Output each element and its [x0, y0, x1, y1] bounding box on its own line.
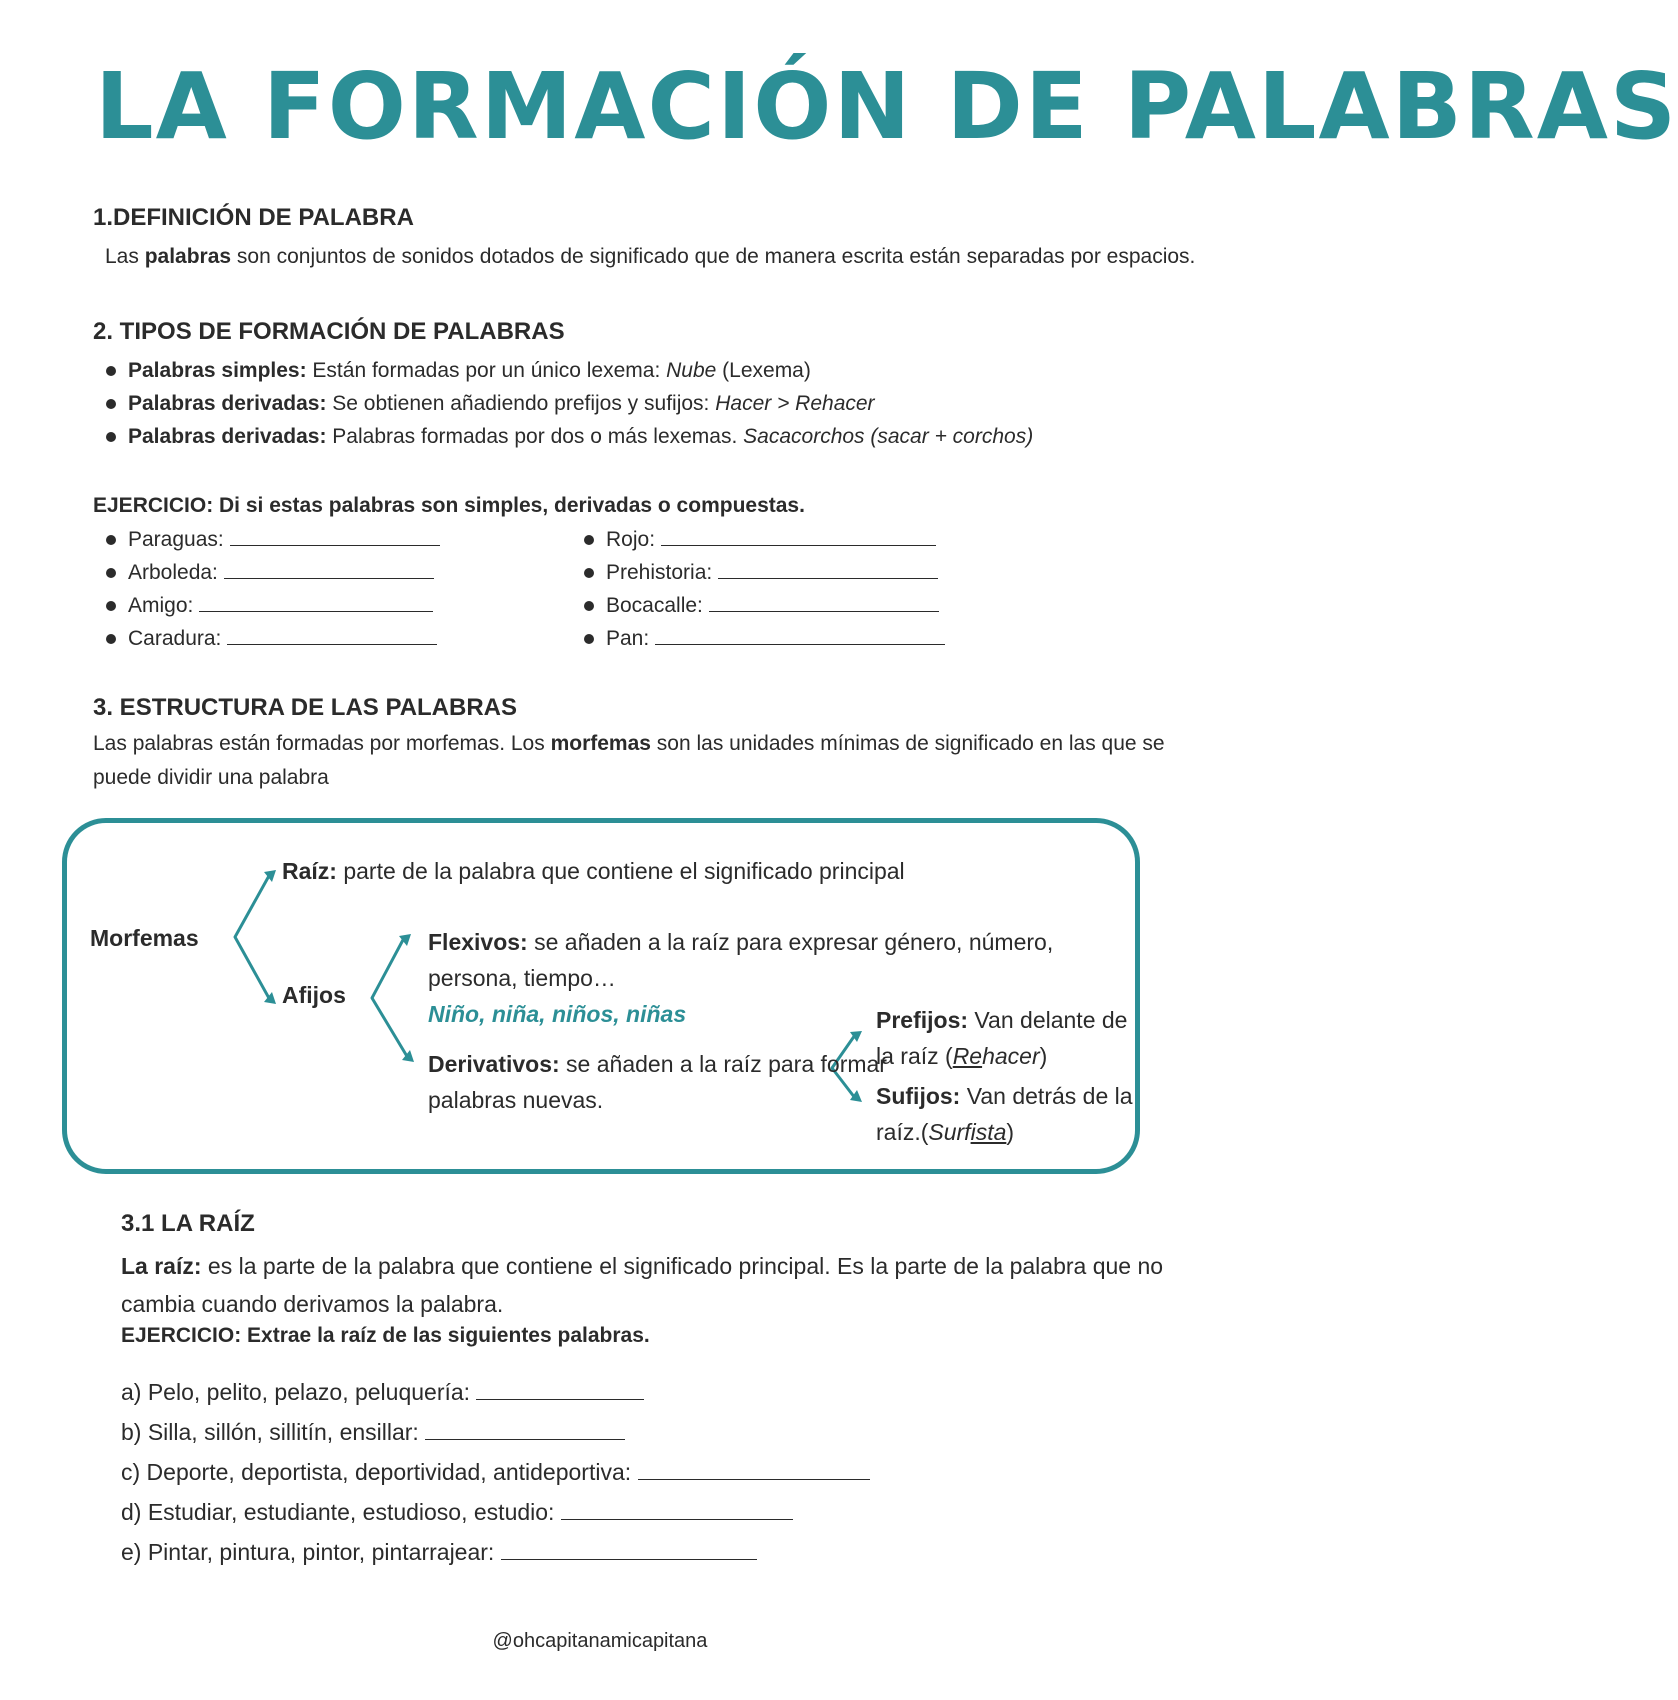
sufijos-definition — [876, 1078, 1133, 1150]
raiz-paragraph-label: La raíz: — [121, 1253, 202, 1279]
sufijos-example-suffix: ista — [970, 1119, 1007, 1145]
list-item — [121, 1452, 870, 1492]
answer-blank[interactable] — [561, 1501, 793, 1520]
section-1-heading: 1.DEFINICIÓN DE PALABRA — [93, 204, 414, 231]
exercise-item-text: e) Pintar, pintura, pintor, pintarrajear: — [121, 1539, 495, 1565]
paragraph-keyword: morfemas — [550, 732, 651, 755]
definition-text-c: son conjuntos de sonidos dotados de significado que de manera escrita están separadas por espacios. — [231, 245, 1196, 268]
item-text: Se obtienen añadiendo prefijos y sufijos: — [326, 392, 716, 415]
prefijos-text-3: ) — [1039, 1043, 1048, 1069]
prefijos-example-prefix: Re — [952, 1043, 983, 1069]
afijos-branch — [372, 938, 408, 1058]
prefijos-definition — [876, 1002, 1127, 1074]
afijos-label: Afijos — [282, 982, 346, 1008]
list-item — [121, 1412, 870, 1452]
exercise-item-text: c) Deporte, deportista, deportividad, antideportiva: — [121, 1459, 632, 1485]
exercise-1-instruction: EJERCICIO: Di si estas palabras son simples, derivadas o compuestas. — [93, 494, 805, 517]
page-title: LA FORMACIÓN DE PALABRAS — [95, 53, 1678, 160]
word-label: Prehistoria: — [606, 561, 713, 584]
answer-blank[interactable] — [501, 1541, 757, 1560]
answer-blank[interactable] — [425, 1421, 625, 1440]
prefijos-text-2: la raíz ( — [876, 1043, 953, 1069]
prefijos-line-1 — [876, 1002, 1127, 1038]
raiz-paragraph-line-1 — [121, 1247, 1163, 1285]
sufijos-text-2: raíz.( — [876, 1119, 929, 1145]
flexivos-line-2: persona, tiempo… — [428, 965, 616, 991]
derivativos-line-1 — [428, 1046, 887, 1082]
item-after: (Lexema) — [716, 359, 811, 382]
raiz-text: parte de la palabra que contiene el significado principal — [336, 858, 905, 884]
sufijos-text-3: ) — [1006, 1119, 1015, 1145]
word-label: Amigo: — [128, 594, 194, 617]
word-label: Rojo: — [606, 528, 656, 551]
list-item — [121, 1492, 870, 1532]
raiz-paragraph-text-1: es la parte de la palabra que contiene el significado principal. Es la parte de la palabra que no — [201, 1253, 1164, 1279]
exercise-item-text: b) Silla, sillón, sillitín, ensillar: — [121, 1419, 419, 1445]
flexivos-text-1: se añaden a la raíz para expresar género, número, — [527, 929, 1054, 955]
word-label: Pan: — [606, 627, 650, 650]
sufijos-label: Sufijos: — [876, 1083, 961, 1109]
word-label: Caradura: — [128, 627, 222, 650]
section-2-heading: 2. TIPOS DE FORMACIÓN DE PALABRAS — [93, 318, 565, 345]
derivativos-label: Derivativos: — [428, 1051, 560, 1077]
paragraph-text-a: Las palabras están formadas por morfemas. Los — [93, 732, 551, 755]
word-label: Arboleda: — [128, 561, 218, 584]
item-text: Palabras formadas por dos o más lexemas. — [326, 425, 744, 448]
prefijos-example-rest: hacer — [982, 1043, 1040, 1069]
sufijos-example-root: Surf — [928, 1119, 971, 1145]
definition-text-a: Las — [105, 245, 145, 268]
raiz-definition — [282, 858, 905, 885]
paragraph-text-c: son las unidades mínimas de significado en las que se — [650, 732, 1165, 755]
raiz-paragraph — [121, 1247, 1163, 1323]
exercise-2-list — [121, 1372, 870, 1572]
prefijos-label: Prefijos: — [876, 1007, 969, 1033]
list-item — [121, 1532, 870, 1572]
sufijos-line-1 — [876, 1078, 1133, 1114]
word-label: Bocacalle: — [606, 594, 703, 617]
derivativos-text-1: se añaden a la raíz para formar — [559, 1051, 887, 1077]
flexivos-line-1 — [428, 924, 1053, 960]
section-3-1-heading: 3.1 LA RAÍZ — [121, 1210, 255, 1237]
item-example: Nube — [666, 359, 717, 382]
prefijos-text-1: Van delante de — [968, 1007, 1128, 1033]
section-3-paragraph-line-2: puede dividir una palabra — [93, 766, 329, 789]
item-example: Hacer > Rehacer — [715, 392, 875, 415]
sufijos-text-1: Van detrás de la — [960, 1083, 1133, 1109]
raiz-label: Raíz: — [282, 858, 337, 884]
morfemas-label: Morfemas — [90, 925, 199, 951]
item-label: Palabras derivadas: — [128, 392, 327, 415]
flexivos-example: Niño, niña, niños, niñas — [428, 1001, 687, 1027]
item-text: Están formadas por un único lexema: — [306, 359, 667, 382]
definition-keyword: palabras — [144, 245, 232, 268]
word-label: Paraguas: — [128, 528, 224, 551]
list-item — [121, 1372, 870, 1412]
prefijos-line-2 — [876, 1038, 1127, 1074]
raiz-paragraph-line-2: cambia cuando derivamos la palabra. — [121, 1291, 504, 1317]
item-example: Sacacorchos (sacar + corchos) — [743, 425, 1034, 448]
answer-blank[interactable] — [638, 1461, 870, 1480]
exercise-item-text: a) Pelo, pelito, pelazo, peluquería: — [121, 1379, 471, 1405]
footer-credit: @ohcapitanamicapitana — [492, 1630, 708, 1652]
morfemas-branch — [235, 874, 270, 1000]
section-3-heading: 3. ESTRUCTURA DE LAS PALABRAS — [93, 694, 518, 721]
exercise-2-instruction: EJERCICIO: Extrae la raíz de las siguientes palabras. — [121, 1324, 650, 1347]
item-label: Palabras derivadas: — [128, 425, 327, 448]
exercise-item-text: d) Estudiar, estudiante, estudioso, estudio: — [121, 1499, 555, 1525]
derivativos-line-2: palabras nuevas. — [428, 1087, 604, 1113]
derivativos-definition — [428, 1046, 887, 1118]
answer-blank[interactable] — [476, 1381, 644, 1400]
sufijos-line-2 — [876, 1114, 1133, 1150]
flexivos-label: Flexivos: — [428, 929, 528, 955]
item-label: Palabras simples: — [128, 359, 307, 382]
